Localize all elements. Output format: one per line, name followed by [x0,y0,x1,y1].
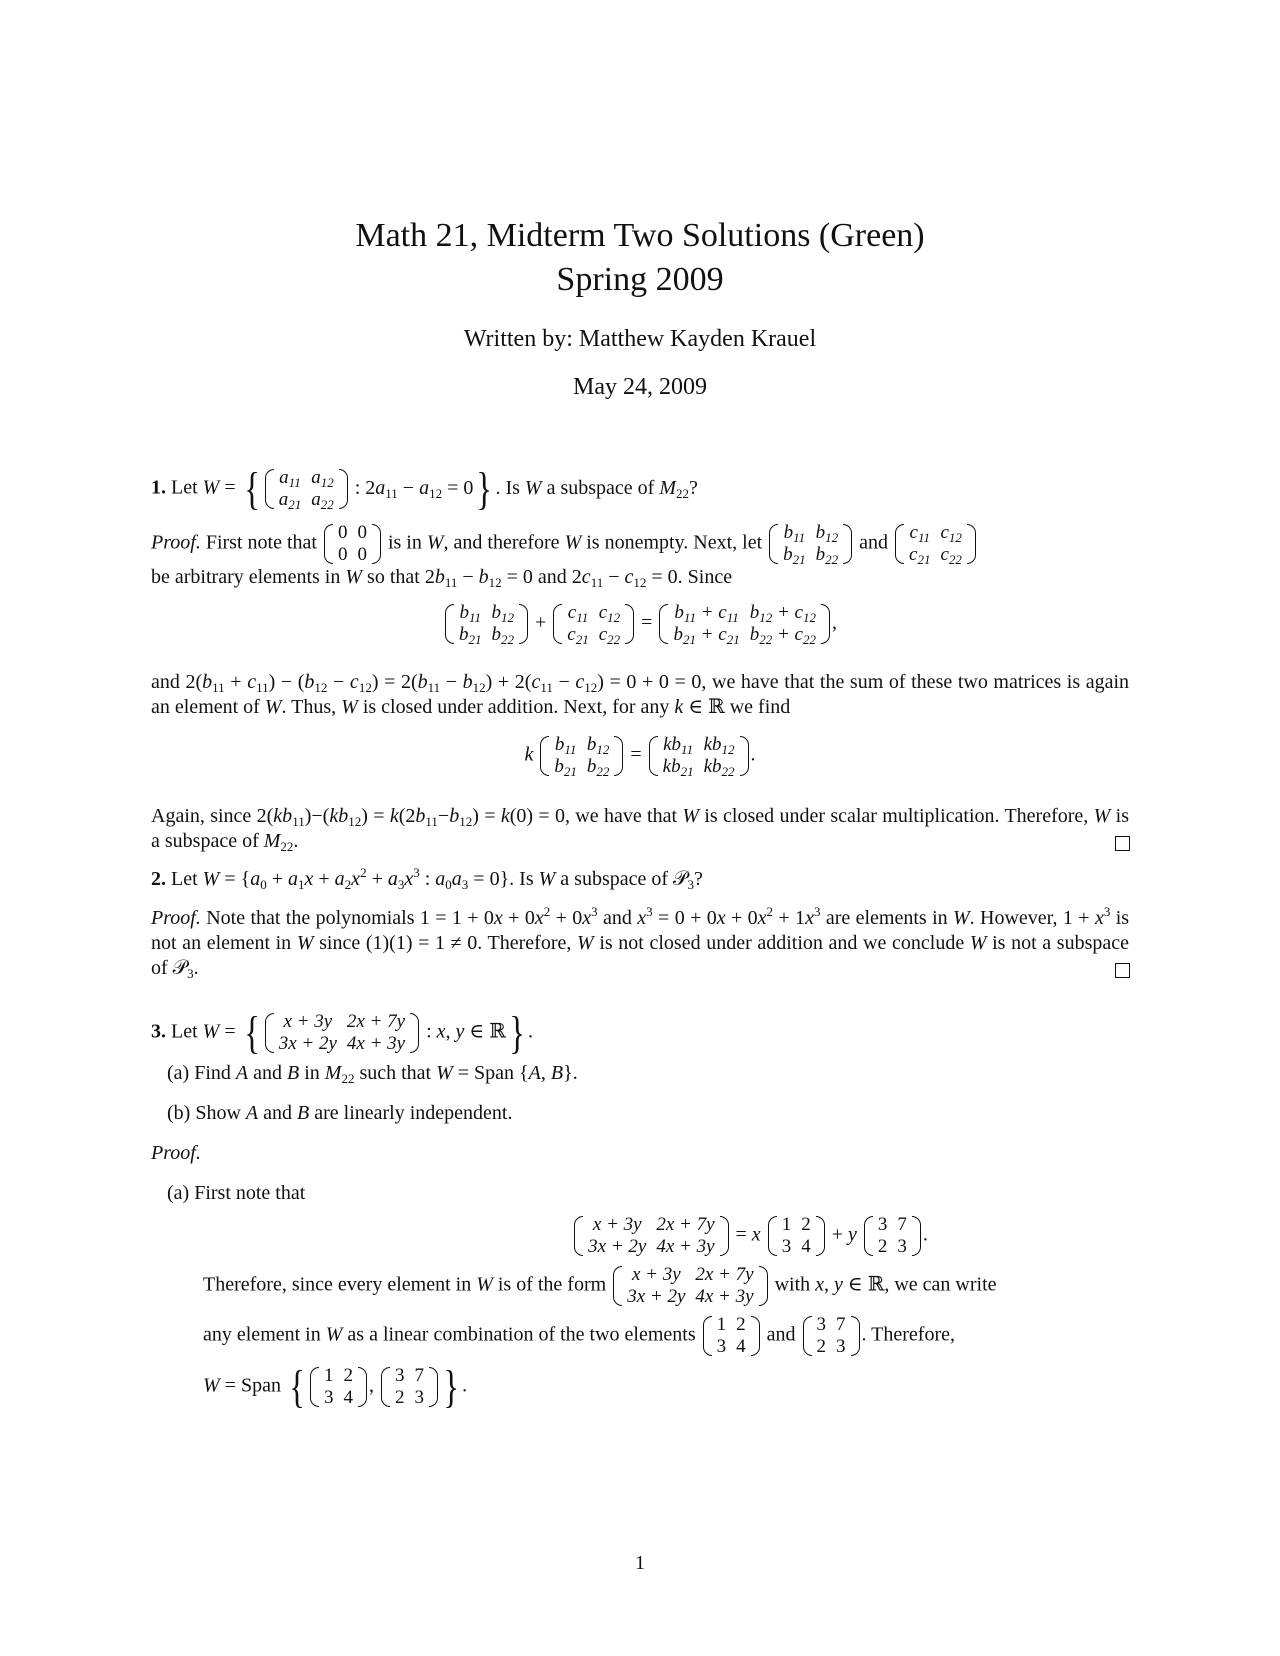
matrix-a: $a_{11}$ $a_{12}$ $a_{21}$ $a_{22}$ [265,467,348,511]
matrix-b: $b_{11}$ $b_{12}$ $b_{21}$ $b_{22}$ [769,522,852,566]
problem-1-question: . Is W a subspace of $M_{22}$? [495,476,698,501]
problem-1-let: Let W = [171,476,236,499]
proof-3-line-2: any element in W as a linear combination of the two elements 1 2 3 4 and 3 7 2 3 . Therefore, [203,1314,955,1357]
problem-3-statement: 3. Let W = { x + 3y 2x + 7y 3x + 2y 4x + 3y : x, y ∈ ℝ} . [151,1007,533,1058]
page-number: 1 [635,1552,645,1574]
left-brace: { [243,1007,260,1058]
matrix-bc-sum: $b_{11} + c_{11}$ $b_{12} + c_{12}$ $b_{21} + c_{21}$ $b_{22} + c_{22}$ [659,602,830,646]
right-brace: } [476,463,493,514]
equation-sum: $b_{11}$ $b_{12}$ $b_{21}$ $b_{22}$ + $c_{11}$ $c_{12}$ $c_{21}$ $c_{22}$ = $b_{11} + c_{11}$ $b_{12} + c_{12}$ $b_{21} + c_{21}$ $b_{22} + c_{22}$ , [0,602,1280,646]
problem-1-number: 1. [151,476,166,499]
qed-square-2 [1115,963,1130,978]
problem-1-statement [151,463,698,514]
problem-2-number: 2. [151,868,166,890]
proof-2-paragraph: Proof. Note that the polynomials $1 = 1 + 0x + 0x^2 + 0x^3$ and $x^3 = 0 + 0x + 0x^2 + 1x^3$ are elements in W. However, $1 + x^3$ is not an element in W since (1)(1) = 1 ≠ 0. Therefore, W is not closed under addition and we conclude W is not a subspace of 𝒫$_3$. [151,904,1130,981]
matrix-c: $c_{11}$ $c_{12}$ $c_{21}$ $c_{22}$ [895,522,976,566]
left-brace: { [289,1361,305,1412]
right-brace: } [509,1007,525,1058]
problem-3-part-b: (b) Show A and B are linearly independent. [167,1102,513,1124]
proof-label: Proof. [151,531,201,554]
matrix-w: x + 3y 2x + 7y 3x + 2y 4x + 3y [265,1011,419,1055]
proof-1-text-a: First note that [205,531,317,554]
problem-1-condition: : $2a_{11} - a_{12} = 0$ [354,476,474,501]
therefore-word: . Therefore, [861,1323,955,1346]
proof-3-span: W = Span { 1 2 3 4 , 3 7 2 3 } . [203,1361,468,1412]
proof-3-a-intro: (a) First note that [167,1182,306,1204]
matrix-B-text: 3 7 2 3 [803,1314,860,1358]
proof-3-line-1: Therefore, since every element in W is of the form x + 3y 2x + 7y 3x + 2y 4x + 3y with x, y ∈ ℝ, we can write [203,1264,997,1307]
problem-3-number: 3. [151,1020,166,1043]
matrix-A-span: 1 2 3 4 [310,1365,367,1409]
title-line-1: Math 21, Midterm Two Solutions (Green) [355,217,925,254]
proof-1-and: and [859,531,889,554]
equation-decomposition: x + 3y 2x + 7y 3x + 2y 4x + 3y = x 1 2 3 4 + y 3 7 2 3 . [110,1214,1280,1258]
right-brace: } [443,1361,459,1412]
equation-scalar: k $b_{11}$ $b_{12}$ $b_{21}$ $b_{22}$ = $kb_{11}$ $kb_{12}$ $kb_{21}$ $kb_{22}$ . [524,734,756,779]
matrix-B-eq: 3 7 2 3 [864,1214,921,1258]
and-word: and [766,1323,796,1346]
proof-1-line-2: be arbitrary elements in W so that $2b_{11} - b_{12} = 0$ and $2c_{11} - c_{12} = 0$. Since [151,566,733,590]
proof-1-line-1 [151,522,978,566]
problem-2-statement: 2. Let $W = \{a_0 + a_1x + a_2x^2 + a_3x^3$ : $a_0a_3 = 0$}. Is W a subspace of 𝒫$_3$? [151,865,703,892]
proof-1-paragraph-3: Again, since $2(kb_{11})-(kb_{12}) = k(2b_{11}-b_{12}) = k(0) = 0$, we have that W is closed under scalar multiplication. Therefore, W is a subspace of $M_{22}$. [151,805,1129,854]
left-brace: { [243,463,260,514]
date: May 24, 2009 [573,374,707,400]
matrix-w-eq: x + 3y 2x + 7y 3x + 2y 4x + 3y [574,1214,728,1258]
title-line-2: Spring 2009 [556,261,724,298]
proof-1-text-b: is in W, and therefore W is nonempty. Next, let [387,531,763,554]
matrix-b-sum: $b_{11}$ $b_{12}$ $b_{21}$ $b_{22}$ [445,602,528,646]
proof-1-paragraph-2: and $2(b_{11} + c_{11}) - (b_{12} - c_{12}) = 2(b_{11} - b_{12}) + 2(c_{11} - c_{12}) = 0 + 0 = 0$, we have that the sum of these two matrices is again an element of W. Thus, W is closed under addition. Next, for any k ∈ ℝ we find [151,671,1130,718]
matrix-A-eq: 1 2 3 4 [768,1214,825,1258]
matrix-w-form: x + 3y 2x + 7y 3x + 2y 4x + 3y [613,1264,767,1308]
proof-label: Proof. [151,1142,201,1164]
matrix-A-text: 1 2 3 4 [703,1314,760,1358]
matrix-c-sum: $c_{11}$ $c_{12}$ $c_{21}$ $c_{22}$ [553,602,634,646]
matrix-b-scalar: $b_{11}$ $b_{12}$ $b_{21}$ $b_{22}$ [540,734,623,778]
author: Written by: Matthew Kayden Krauel [463,326,817,352]
problem-3-part-a: (a) Find A and B in $M_{22}$ such that W = Span {A, B}. [167,1062,578,1086]
proof-3-label [151,1140,201,1166]
qed-square-1 [1115,836,1130,851]
matrix-zero: 0 0 0 0 [324,522,381,566]
matrix-kb: $kb_{11}$ $kb_{12}$ $kb_{21}$ $kb_{22}$ [649,734,749,778]
matrix-B-span: 3 7 2 3 [381,1365,438,1409]
